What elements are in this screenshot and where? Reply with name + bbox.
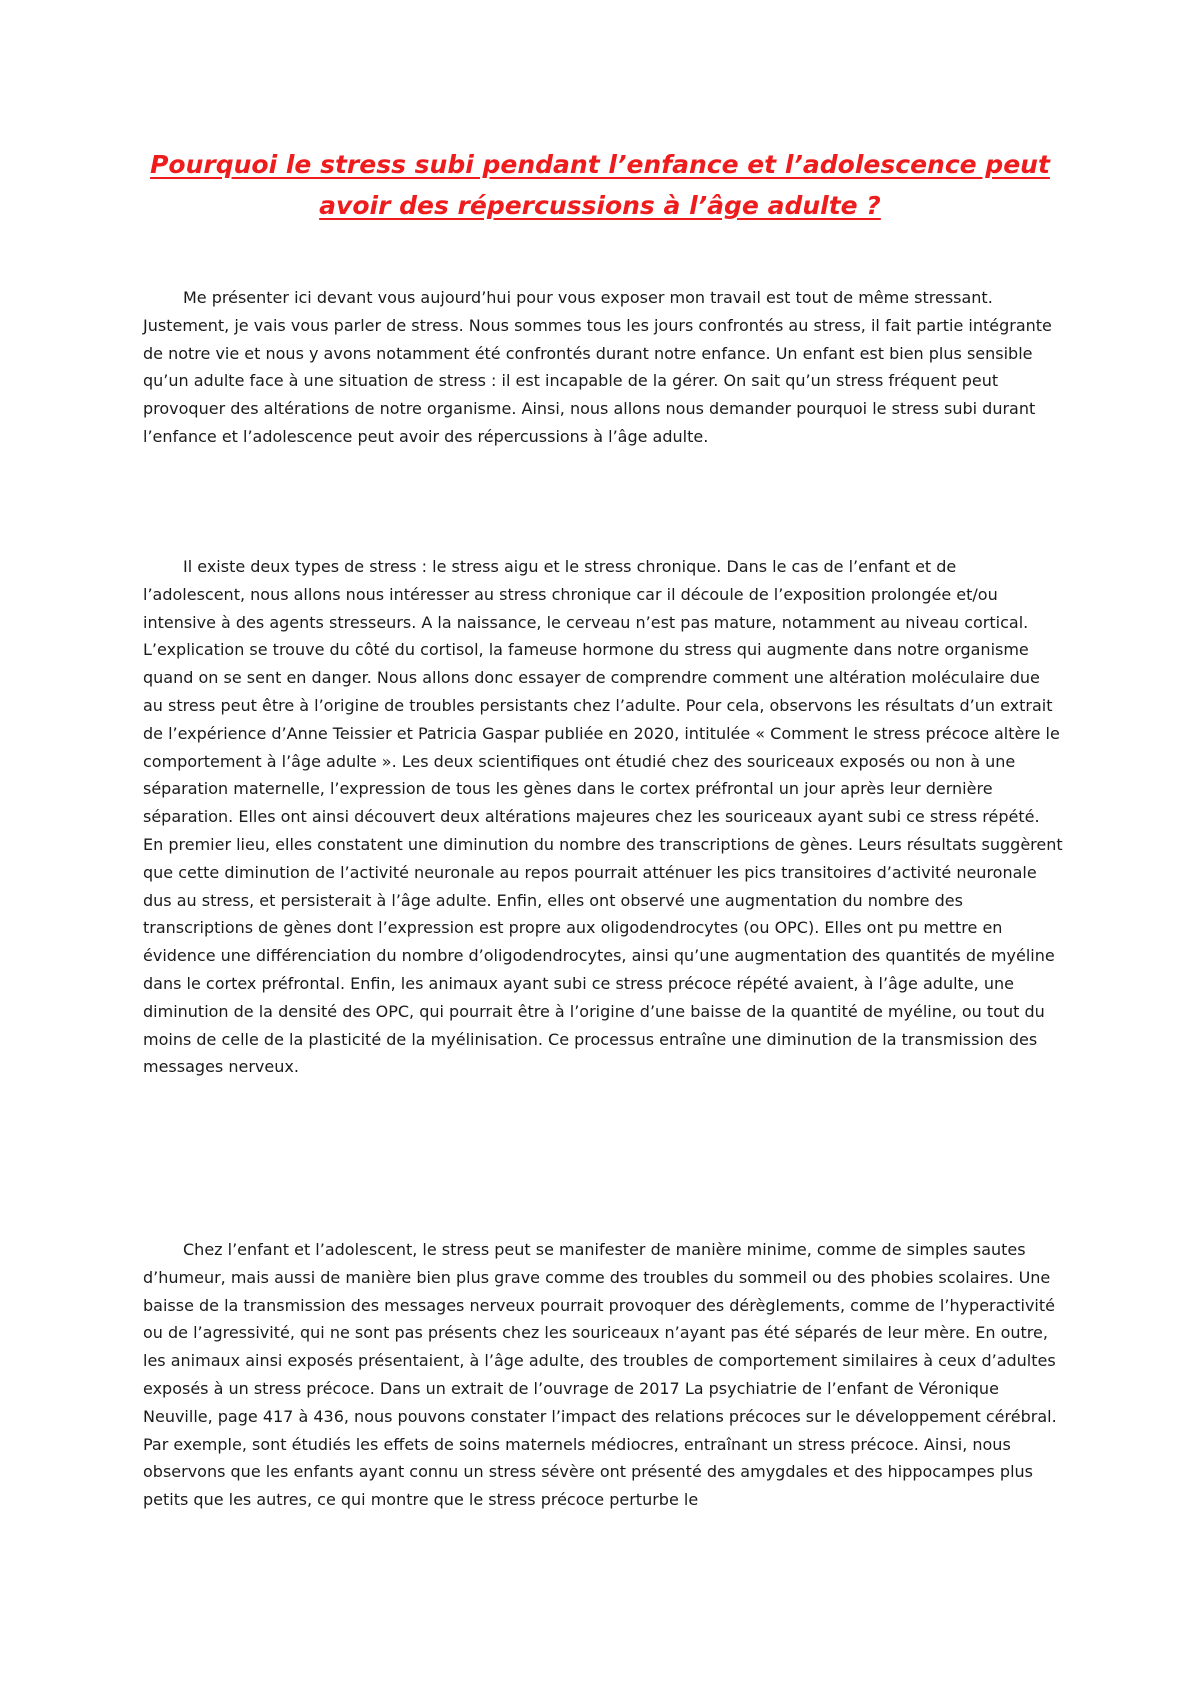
paragraph-text: Me présenter ici devant vous aujourd’hui pour vous exposer mon travail est tout de même stressant. Justement, je vais vous parler de stress. Nous sommes tous les jours confrontés au stress, il fait partie intégrante de notre vie et nous y avons notamment été confrontés durant notre enfance. Un enfant est bien plus sensible qu’un adulte face à une situation de stress : il est incapable de la gérer. On sait qu’un stress fréquent peut provoquer des altérations de notre organisme. Ainsi, nous allons nous demander pourquoi le stress subi durant l’enfance et l’adolescence peut avoir des répercussions à l’âge adulte.	[143, 288, 1052, 446]
paragraph-text: Il existe deux types de stress : le stress aigu et le stress chronique. Dans le cas de l’enfant et de l’adolescent, nous allons nous intéresser au stress chronique car il découle de l’exposition prolongée et/ou intensive à des agents stresseurs. A la naissance, le cerveau n’est pas mature, notamment au niveau cortical. L’explication se trouve du côté du cortisol, la fameuse hormone du stress qui augmente dans notre organisme quand on se sent en danger. Nous allons donc essayer de comprendre comment une altération moléculaire due au stress peut être à l’origine de troubles persistants chez l’adulte. Pour cela, observons les résultats d’un extrait de l’expérience d’Anne Teissier et Patricia Gaspar publiée en 2020, intitulée « Comment le stress précoce altère le comportement à l’âge adulte ». Les deux scientifiques ont étudié chez des souriceaux exposés ou non à une séparation maternelle, l’expression de tous les gènes dans le cortex préfrontal un jour après leur dernière séparation. Elles ont ainsi découvert deux altérations majeures chez les souriceaux ayant subi ce stress répété. En premier lieu, elles constatent une diminution du nombre des transcriptions de gènes. Leurs résultats suggèrent que cette diminution de l’activité neuronale au repos pourrait atténuer les pics transitoires d’activité neuronale dus au stress, et persisterait à l’âge adulte. Enfin, elles ont observé une augmentation du nombre des transcriptions de gènes dont l’expression est propre aux oligodendrocytes (ou OPC). Elles ont pu mettre en évidence une différenciation du nombre d’oligodendrocytes, ainsi qu’une augmentation des quantités de myéline dans le cortex préfrontal. Enfin, les animaux ayant subi ce stress précoce répété avaient, à l’âge adulte, une diminution de la densité des OPC, qui pourrait être à l’origine d’une baisse de la quantité de myéline, ou tout du moins de celle de la plasticité de la myélinisation. Ce processus entraîne une diminution de la transmission des messages nerveux.	[143, 557, 1063, 1077]
document-title: Pourquoi le stress subi pendant l’enfance et l’adolescence peut avoir des répercussions à l’âge adulte ?	[150, 150, 1050, 220]
paragraph-text: Chez l’enfant et l’adolescent, le stress peut se manifester de manière minime, comme de simples sautes d’humeur, mais aussi de manière bien plus grave comme des troubles du sommeil ou des phobies scolaires. Une baisse de la transmission des messages nerveux pourrait provoquer des dérèglements, comme de l’hyperactivité ou de l’agressivité, qui ne sont pas présents chez les souriceaux n’ayant pas été séparés de leur mère. En outre, les animaux ainsi exposés présentaient, à l’âge adulte, des troubles de comportement similaires à ceux d’adultes exposés à un stress précoce. Dans un extrait de l’ouvrage de 2017 La psychiatrie de l’enfant de Véronique Neuville, page 417 à 436, nous pouvons constater l’impact des relations précoces sur le développement cérébral. Par exemple, sont étudiés les effets de soins maternels médiocres, entraînant un stress précoce. Ainsi, nous observons que les enfants ayant connu un stress sévère ont présenté des amygdales et des hippocampes plus petits que les autres, ce qui montre que le stress précoce perturbe le	[143, 1240, 1057, 1510]
paragraph-manifestations	[143, 1236, 1063, 1514]
paragraph-stress-types	[143, 553, 1063, 1081]
paragraph-introduction	[143, 284, 1063, 451]
